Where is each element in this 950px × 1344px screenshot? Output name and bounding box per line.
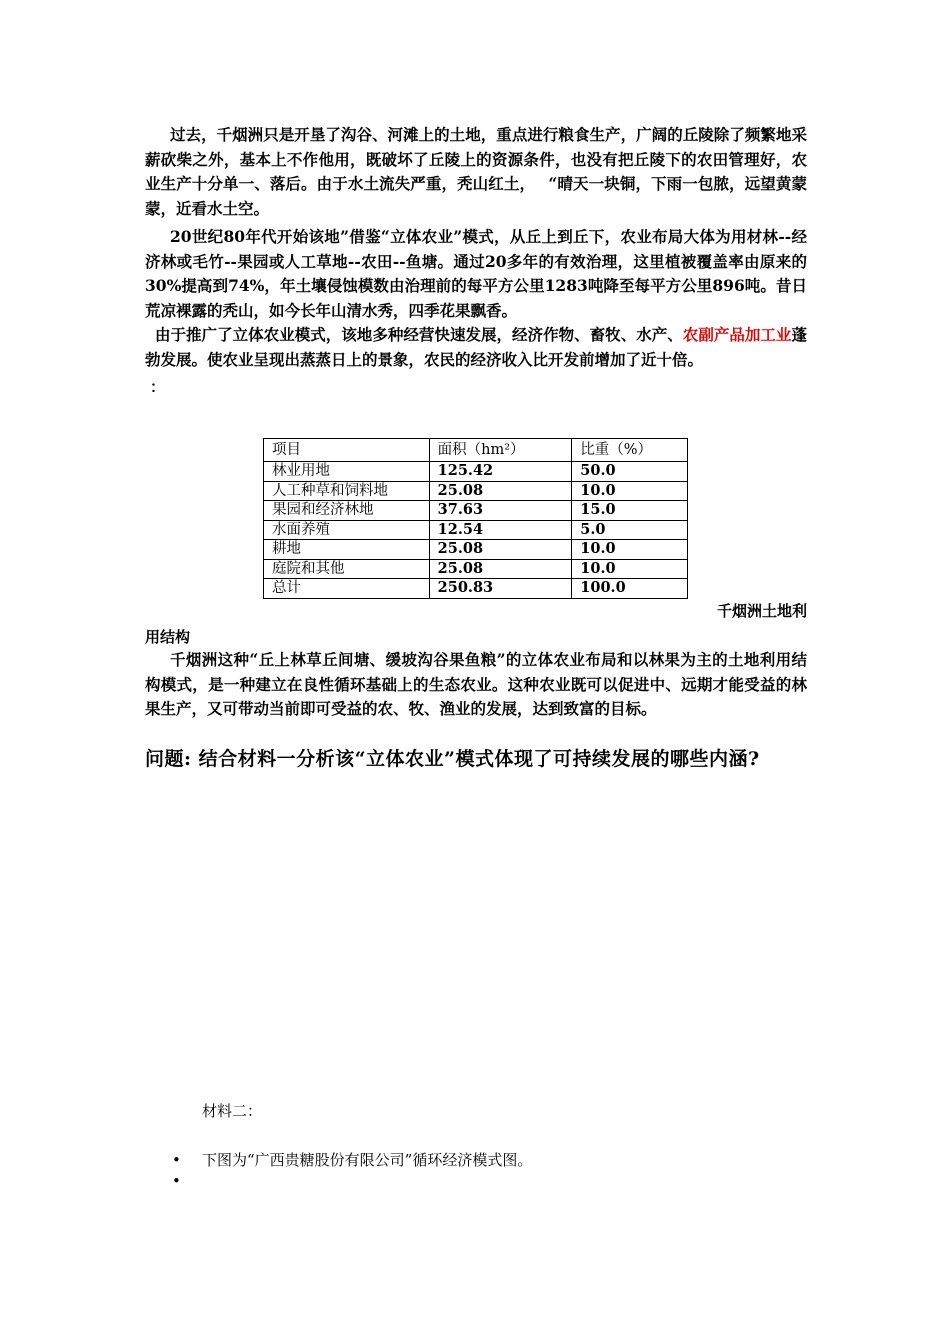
table-row [264,501,688,521]
land-use-table [263,438,688,599]
row-item: 水面养殖 [264,520,430,540]
header-proportion: 比重（%） [572,439,688,462]
row-proportion: 15.0 [572,501,688,521]
paragraph-model: 20世纪80年代开始该地”借鉴“立体农业”模式，从丘上到丘下，农业布局大体为用材林--经济林或毛竹--果园或人工草地--农田--鱼塘。通过20多年的有效治理，这里植被覆盖率由原来的30%提高到74%，年土壤侵蚀模数由治理前的每平方公里1283吨降至每平方公里896吨。昔日荒凉裸露的秃山，如今长年山清水秀，四季花果飘香。 [145,227,807,320]
row-item: 林业用地 [264,462,430,482]
header-area: 面积（hm²） [429,439,572,462]
table-row [264,520,688,540]
row-item: 果园和经济林地 [264,501,430,521]
table-row [264,540,688,560]
row-area: 25.08 [429,481,572,501]
header-item: 项目 [264,439,430,462]
bullet-icon: • [172,1172,181,1190]
row-area: 250.83 [429,579,572,599]
table-row [264,559,688,579]
table-row [264,481,688,501]
row-area: 12.54 [429,520,572,540]
row-area: 37.63 [429,501,572,521]
table-caption-line2: 用结构 [145,628,191,646]
development-text-2: 蓬勃发展。使农业呈现出蒸蒸日上的景象，农民的经济收入比开发前增加了近十倍。 [145,325,807,369]
row-item: 人工种草和饲料地 [264,481,430,501]
question-heading: 问题: 结合材料一分析该“立体农业”模式体现了可持续发展的哪些内涵? [145,748,760,770]
development-text-1: 由于推广了立体农业模式，该地多种经营快速发展，经济作物、畜牧、水产、 [155,325,683,344]
list-item [172,1149,532,1170]
material-two-label: 材料二： [202,1102,263,1120]
row-item: 总计 [264,579,430,599]
row-proportion: 10.0 [572,481,688,501]
row-area: 125.42 [429,462,572,482]
row-proportion: 50.0 [572,462,688,482]
row-area: 25.08 [429,540,572,560]
paragraph-development [145,323,807,372]
table-row [264,462,688,482]
row-proportion: 5.0 [572,520,688,540]
paragraph-history: 过去，千烟洲只是开垦了沟谷、河滩上的土地，重点进行粮食生产，广阔的丘陵除了频繁地采薪砍柴之外，基本上不作他用，既破坏了丘陵上的资源条件，也没有把丘陵下的农田管理好，农业生产十分单一、落后。由于水土流失严重，秃山红土， “晴天一块铜，下雨一包脓，远望黄蒙蒙，近看水土空。 [145,125,807,218]
bullet-icon: • [172,1151,181,1169]
list-item-text: 下图为“广西贵糖股份有限公司”循环经济模式图。 [202,1151,533,1169]
row-area: 25.08 [429,559,572,579]
table-caption-line1: 千烟洲土地利 [716,602,807,620]
row-item: 耕地 [264,540,430,560]
paragraph-summary: 千烟洲这种“丘上林草丘间塘、缓坡沟谷果鱼粮”的立体农业布局和以林果为主的土地利用结构模式，是一种建立在良性循环基础上的生态农业。这种农业既可以促进中、远期才能受益的林果生产，又可带动当前即可受益的农、牧、渔业的发展，达到致富的目标。 [145,650,807,718]
row-proportion: 10.0 [572,540,688,560]
table-header-row [264,439,688,462]
colon-mark: ： [150,378,166,396]
table-row-total [264,579,688,599]
row-proportion: 10.0 [572,559,688,579]
row-proportion: 100.0 [572,579,688,599]
highlighted-term: 农副产品加工业 [682,325,792,344]
list-item [172,1172,202,1190]
row-item: 庭院和其他 [264,559,430,579]
